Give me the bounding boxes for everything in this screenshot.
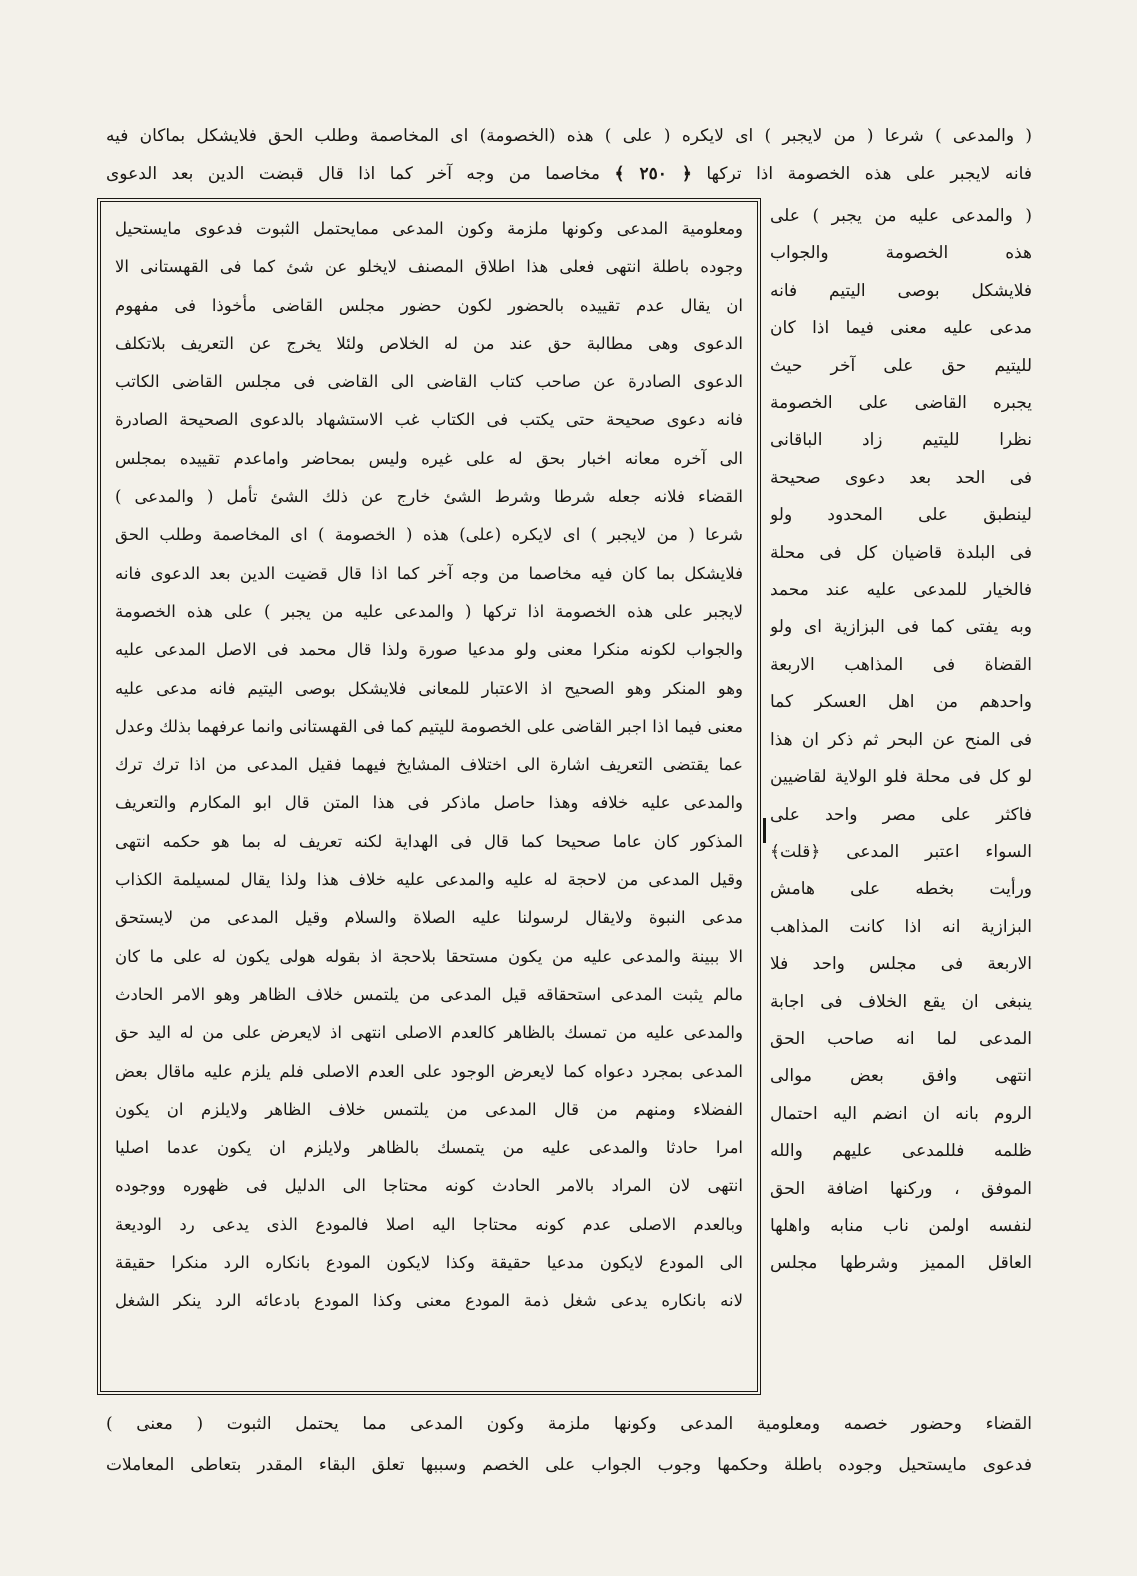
commentary-line: والمدعى عليه من تمسك بالظاهر كالعدم الاصلى انتهى اذ لايعرض على من له اليد حق xyxy=(115,1023,743,1043)
commentary-box xyxy=(97,198,761,1395)
commentary-line: فلايشكل بما كان فيه مخاصما من وجه آخر كما اذا قال قضيت الدين بعد الدعوى فانه xyxy=(115,563,743,583)
side-line: العاقل المميز وشرطها مجلس xyxy=(770,1253,1032,1274)
side-line: ينبغى ان يقع الخلاف فى اجابة xyxy=(770,991,1032,1012)
commentary-lines xyxy=(115,210,743,1321)
side-line: فالخيار للمدعى عليه عند محمد xyxy=(770,580,1032,601)
side-line: انتهى وافق بعض موالى xyxy=(770,1066,1032,1087)
commentary-line: الدعوى وهى مطالبة حق عند من له الخلاص ولئلا يخرج عن التعريف بلاتكلف xyxy=(115,333,743,353)
commentary-line: وبالعدم الاصلى عدم كونه محتاجا اليه اصلا فالمودع الذى يدعى رد الوديعة xyxy=(115,1214,743,1234)
side-line: فلايشكل بوصى اليتيم فانه xyxy=(770,280,1032,301)
side-line: هذه الخصومة والجواب xyxy=(770,243,1032,264)
commentary-line: معنى فيما اذا اجبر القاضى على الخصومة لليتيم كما فى القهستانى وانما عرفهما بذلك وعدل xyxy=(115,716,743,736)
commentary-line: القضاء فلانه جعله شرطا وشرط الشئ خارج عن ذلك الشئ تأمل ( والمدعى ) xyxy=(115,487,743,507)
side-line: البزازية انه اذا كانت المذاهب xyxy=(770,916,1032,937)
commentary-line: وقيل المدعى من لاحجة له عليه والمدعى عليه خلاف هذا ولذا يقال لمسيلمة الكذاب xyxy=(115,870,743,890)
commentary-line: الفضلاء ومنهم من قال المدعى من يلتمس خلاف الظاهر ولايلزم ان يكون xyxy=(115,1099,743,1119)
side-column xyxy=(770,198,1032,1283)
commentary-line: الى المودع لايكون مدعيا حقيقة وكذا لايكون المودع بانكاره الرد منكرا حقيقة xyxy=(115,1253,743,1273)
side-line: الموفق ، وركنها اضافة الحق xyxy=(770,1178,1032,1199)
commentary-line: الدعوى الصادرة عن صاحب كتاب القاضى الى القاضى فى مجلس القاضى الكاتب xyxy=(115,372,743,392)
commentary-line: ان يقال عدم تقييده بالحضور لكون حضور مجلس القاضى مأخوذا فى مفهوم xyxy=(115,295,743,315)
commentary-line: مدعى النبوة ولايقال لرسولنا عليه الصلاة والسلام وقيل المدعى من لايستحق xyxy=(115,908,743,928)
side-line: الروم بانه ان انضم اليه احتمال xyxy=(770,1103,1032,1124)
side-line: لينطبق على المحدود ولو xyxy=(770,505,1032,526)
commentary-line: والجواب لكونه منكرا معنى ولو مدعيا صورة ولذا قال محمد فى الاصل المدعى عليه xyxy=(115,640,743,660)
commentary-line: مالم يثبت المدعى استحقاقه قيل المدعى من يلتمس خلاف الظاهر وهو الامر الحادث xyxy=(115,984,743,1004)
commentary-line: المدعى بمجرد دعواه كما لايعرض الوجود على العدم الاصلى فلم يلزم عليه ماقال بعض xyxy=(115,1061,743,1081)
side-line: فى البلدة قاضيان كل فى محلة xyxy=(770,542,1032,563)
side-line: المدعى لما انه صاحب الحق xyxy=(770,1028,1032,1049)
side-line: الاربعة فى مجلس واحد فلا xyxy=(770,954,1032,975)
header-line-1: ( والمدعى ) شرعا ( من لايجبر ) اى لايكره ( على ) هذه (الخصومة) اى المخاصمة وطلب الحق فلايشكل بماكان فيه xyxy=(106,126,1032,146)
side-line: واحدهم من اهل العسكر كما xyxy=(770,692,1032,713)
commentary-line: انتهى لان المراد بالامر الحادث كونه محتاجا الى الدليل فى ظهوره ووجوده xyxy=(115,1176,743,1196)
side-line: نظرا لليتيم زاد الباقانى xyxy=(770,430,1032,451)
commentary-line: فانه دعوى صحيحة حتى يكتب فى الكتاب غب الاستشهاد بالدعوى الصحيحة الصادرة xyxy=(115,410,743,430)
header-line-2-before: مخاصما من وجه آخر كما اذا قال قبضت الدين بعد الدعوى xyxy=(106,164,601,184)
commentary-line: الا ببينة والمدعى عليه من يكون مستحقا بلاحجة اذ بقوله هولى يكون له على ما كان xyxy=(115,946,743,966)
commentary-line: لايجبر على هذه الخصومة اذا تركها ( والمدعى عليه من يجبر ) على هذه الخصومة xyxy=(115,601,743,621)
side-line: ورأيت بخطه على هامش xyxy=(770,879,1032,900)
box-divider-mark xyxy=(763,818,766,843)
side-line: ( والمدعى عليه من يجبر ) على xyxy=(770,206,1032,226)
commentary-line: المذكور كان عاما صحيحا كما قال فى الهداية لكنه تعريف له بما هو حكمه انتهى xyxy=(115,831,743,851)
commentary-line: والمدعى عليه خلافه وهذا حاصل ماذكر فى هذا المتن قال ابو المكارم والتعريف xyxy=(115,793,743,813)
side-line: مدعى عليه معنى فيما اذا كان xyxy=(770,318,1032,339)
side-line: لنفسه اولمن ناب منابه واهلها xyxy=(770,1215,1032,1236)
page-number: ﴿ ٢٥٠ ﴾ xyxy=(614,164,692,184)
side-line: فاكثر على مصر واحد على xyxy=(770,804,1032,825)
side-line: لليتيم حق على آخر حيث xyxy=(770,355,1032,376)
side-line: فى الحد بعد دعوى صحيحة xyxy=(770,467,1032,488)
commentary-line: امرا حادثا والمدعى عليه من يتمسك بالظاهر ولايلزم ان يكون عدما اصليا xyxy=(115,1138,743,1158)
commentary-line: لانه بانكاره يدعى شغل ذمة المودع معنى وكذا المودع بادعائه الرد ينكر الشغل xyxy=(115,1291,743,1311)
side-line: يجبره القاضى على الخصومة xyxy=(770,393,1032,414)
footer-line-1: القضاء وحضور خصمه ومعلومية المدعى وكونها ملزمة وكون المدعى مما يحتمل الثبوت ( معنى ) xyxy=(106,1414,1032,1434)
header-line-2 xyxy=(106,156,1032,192)
commentary-line: الى آخره معانه اخبار بحق له على غيره وليس بمحاضر واماعدم تقييده بمجلس xyxy=(115,448,743,468)
commentary-line: شرعا ( من لايجبر ) اى لايكره (على) هذه ( الخصومة ) اى المخاصمة وطلب الحق xyxy=(115,525,743,545)
footer-line-2: فدعوى مايستحيل وجوده باطلة وحكمها وجوب الجواب على الخصم وسببها تعلق البقاء المقدر بتعاطى المعاملات xyxy=(106,1455,1032,1475)
commentary-line: ومعلومية المدعى وكونها ملزمة وكون المدعى ممايحتمل الثبوت فدعوى مايستحيل xyxy=(115,219,743,238)
commentary-line: عما يقتضى التعريف اشارة الى اختلاف المشايخ فيهما فقيل المدعى من اذا ترك ترك xyxy=(115,755,743,775)
side-line: القضاة فى المذاهب الاربعة xyxy=(770,654,1032,675)
commentary-line: وهو المنكر وهو الصحيح اذ الاعتبار للمعانى فلايشكل بوصى اليتيم فانه مدعى عليه xyxy=(115,678,743,698)
header-line-2-after: فانه لايجبر على هذه الخصومة اذا تركها xyxy=(706,164,1032,184)
side-line: ظلمه فللمدعى عليهم والله xyxy=(770,1141,1032,1162)
side-line: فى المنح عن البحر ثم ذكر ان هذا xyxy=(770,729,1032,750)
commentary-line: وجوده باطلة انتهى فعلى هذا اطلاق المصنف لايخلو عن شئ كما فى القهستانى الا xyxy=(115,257,743,277)
side-line: وبه يفتى كما فى البزازية اى ولو xyxy=(770,617,1032,638)
side-line: السواء اعتبر المدعى ﴿قلت﴾ xyxy=(770,841,1032,862)
side-line: لو كل فى محلة فلو الولاية لقاضيين xyxy=(770,767,1032,788)
